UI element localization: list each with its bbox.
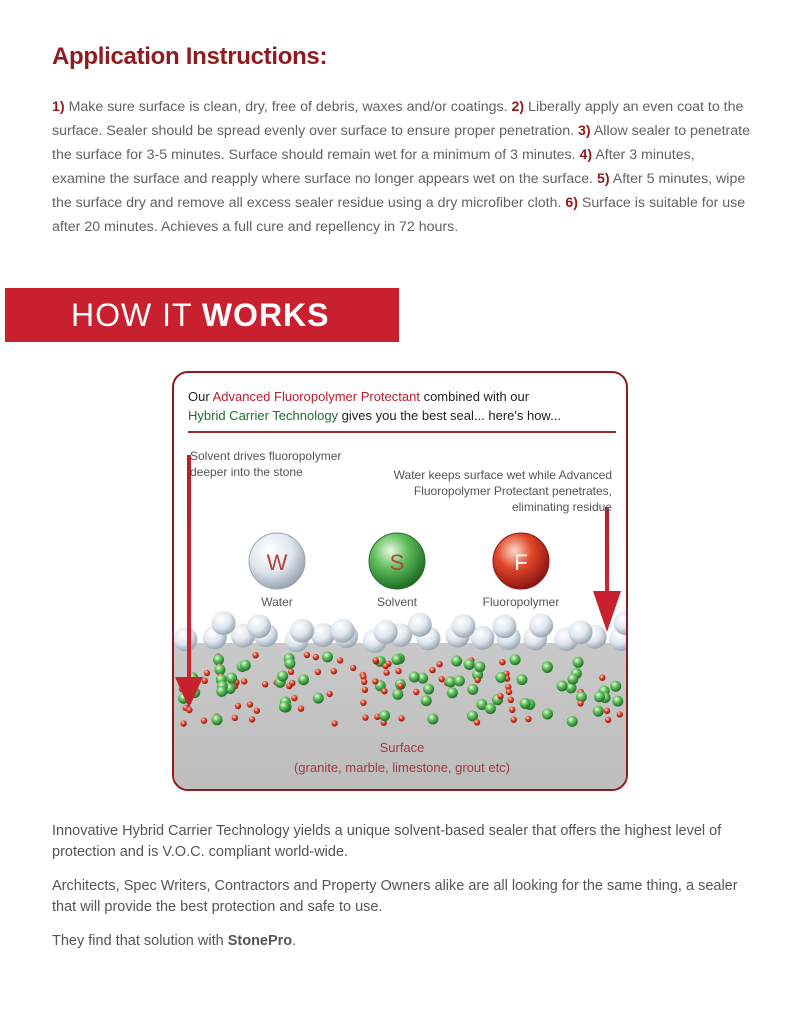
banner-heading-bold: WORKS: [201, 297, 330, 333]
fluoropolymer-particle: [313, 654, 319, 660]
fluoropolymer-particle: [398, 715, 404, 721]
solvent-note: Solvent drives fluoropolymer deeper into the stone: [190, 449, 342, 479]
solvent-particle: [485, 703, 496, 714]
svg-text:W: W: [266, 550, 288, 575]
fluoropolymer-particle: [331, 668, 337, 674]
page-title: Application Instructions:: [52, 43, 328, 70]
solvent-particle: [567, 716, 578, 727]
svg-text:S: S: [389, 550, 405, 575]
water-bead: [331, 619, 355, 643]
water-bead: [311, 623, 335, 647]
solvent-particle: [474, 661, 485, 672]
headline-part: gives you the best seal... here's how...: [338, 408, 561, 423]
solvent-particle: [447, 687, 458, 698]
fluoropolymer-particle: [604, 708, 610, 714]
solvent-particle: [379, 710, 390, 721]
fluoropolymer-particle: [232, 715, 238, 721]
step-number: 4): [579, 147, 593, 163]
legend-fluoropolymer-label: Fluoropolymer: [482, 595, 560, 609]
solvent-particle: [409, 672, 420, 683]
water-bead: [569, 620, 593, 644]
audience-paragraph: Architects, Spec Writers, Contractors and Property Owners alike are all looking for the same thing, a sealer that will provide the best protection and safe to use.: [52, 878, 738, 915]
fluoropolymer-particle: [186, 707, 192, 713]
solvent-particle: [451, 656, 462, 667]
headline-fluoropolymer: Advanced Fluoropolymer Protectant: [212, 389, 420, 404]
step-text: Liberally apply an even coat to the surface. Sealer should be spread evenly over surface to ensure proper penetration.: [52, 99, 744, 139]
water-bead: [174, 627, 197, 651]
step-text: Surface is suitable for use after 20 minutes. Achieves a full cure and repellency in 72 hours.: [52, 195, 746, 235]
fluoropolymer-particle: [599, 675, 605, 681]
solvent-particle: [542, 709, 553, 720]
solvent-particle: [610, 681, 621, 692]
solvent-particle: [284, 658, 295, 669]
solvent-particle: [594, 691, 605, 702]
headline-part: Our: [188, 389, 213, 404]
solvent-particle: [520, 698, 531, 709]
fluoropolymer-particle: [180, 720, 186, 726]
step-text: After 5 minutes, wipe the surface dry and remove all excess sealer residue using a dry microfiber cloth.: [52, 171, 746, 211]
banner-heading-thin: HOW IT: [71, 297, 202, 333]
fluoropolymer-particle: [298, 706, 304, 712]
solvent-particle: [313, 693, 324, 704]
application-instructions: [52, 95, 752, 239]
fluoropolymer-particle: [429, 667, 435, 673]
solution-period: .: [292, 933, 297, 949]
solvent-particle: [427, 714, 438, 725]
fluoropolymer-particle: [252, 652, 258, 658]
legend-water-label: Water: [261, 595, 293, 609]
solvent-particle: [517, 674, 528, 685]
step-text: Make sure surface is clean, dry, free of debris, waxes and/or coatings.: [64, 99, 512, 115]
fluoropolymer-particle: [204, 670, 210, 676]
water-note: Water keeps surface wet while Advanced Fluoropolymer Protectant penetrates, eliminating residue: [393, 468, 612, 514]
fluoropolymer-particle: [436, 661, 442, 667]
water-bead: [529, 614, 553, 638]
fluoropolymer-particle: [511, 717, 517, 723]
fluoropolymer-particle: [247, 701, 253, 707]
solvent-particle: [240, 660, 251, 671]
legend-solvent-icon: [369, 533, 425, 589]
surface-sublabel: (granite, marble, limestone, grout etc): [293, 760, 511, 775]
solvent-particle: [226, 673, 237, 684]
hybrid-carrier-paragraph: Innovative Hybrid Carrier Technology yields a unique solvent-based sealer that offers the highest level of protection and is V.O.C. compliant world-wide.: [52, 823, 722, 860]
water-down-arrow-icon: [593, 507, 621, 632]
solvent-particle: [279, 701, 290, 712]
solvent-particle: [573, 657, 584, 668]
fluoropolymer-particle: [350, 665, 356, 671]
solvent-particle: [593, 706, 604, 717]
water-bead: [451, 614, 475, 638]
solvent-particle: [542, 662, 553, 673]
fluoropolymer-particle: [508, 697, 514, 703]
fluoropolymer-particle: [289, 680, 295, 686]
diagram-headline: [188, 387, 616, 425]
fluoropolymer-particle: [439, 676, 445, 682]
fluoropolymer-particle: [337, 657, 343, 663]
fluoropolymer-particle: [254, 708, 260, 714]
fluoropolymer-particle: [382, 663, 388, 669]
fluoropolymer-particle: [577, 700, 583, 706]
fluoropolymer-particle: [288, 669, 294, 675]
fluoropolymer-particle: [381, 688, 387, 694]
surface-label: Surface: [379, 740, 425, 755]
solvent-particle: [510, 654, 521, 665]
legend-fluoropolymer-icon: [493, 533, 549, 589]
solvent-particle: [567, 674, 578, 685]
fluoropolymer-particle: [291, 695, 297, 701]
step-number: 2): [511, 99, 525, 115]
fluoropolymer-particle: [605, 717, 611, 723]
water-bead: [212, 611, 236, 635]
fluoropolymer-particle: [372, 678, 378, 684]
fluoropolymer-particle: [497, 693, 503, 699]
fluoropolymer-particle: [413, 689, 419, 695]
fluoropolymer-particle: [499, 659, 505, 665]
sealer-layer-illustration: [174, 373, 628, 791]
step-number: 3): [578, 123, 591, 139]
solvent-particle: [216, 686, 227, 697]
fluoropolymer-particle: [362, 714, 368, 720]
banner-heading: [71, 297, 330, 333]
brand-name: StonePro: [227, 933, 293, 949]
headline-carrier: Hybrid Carrier Technology: [188, 408, 339, 423]
legend-water-icon: [249, 533, 305, 589]
water-bead: [247, 614, 271, 638]
solvent-particle: [612, 696, 623, 707]
fluoropolymer-particle: [506, 689, 512, 695]
how-it-works-diagram: [172, 371, 628, 791]
step-text: Allow sealer to penetrate the surface for 3-5 minutes. Surface should remain wet for a minimum of 3 minutes.: [52, 123, 750, 163]
solvent-particle: [212, 714, 223, 725]
water-bead: [374, 620, 398, 644]
fluoropolymer-particle: [395, 668, 401, 674]
fluoropolymer-particle: [525, 716, 531, 722]
headline-divider: [188, 431, 616, 433]
solvent-particle: [391, 654, 402, 665]
solvent-particle: [557, 680, 568, 691]
step-number: 5): [596, 171, 610, 187]
fluoropolymer-particle: [249, 716, 255, 722]
solvent-particle: [277, 671, 288, 682]
fluoropolymer-particle: [360, 700, 366, 706]
water-bead: [492, 614, 516, 638]
solvent-particle: [298, 674, 309, 685]
solvent-particle: [322, 651, 333, 662]
solvent-particle: [467, 684, 478, 695]
fluoropolymer-particle: [327, 691, 333, 697]
fluoropolymer-particle: [474, 719, 480, 725]
solution-text: They find that solution with: [52, 933, 228, 949]
fluoropolymer-particle: [201, 718, 207, 724]
fluoropolymer-particle: [241, 678, 247, 684]
solvent-particle: [392, 689, 403, 700]
fluoropolymer-particle: [617, 711, 623, 717]
solvent-particle: [464, 659, 475, 670]
fluoropolymer-particle: [398, 683, 404, 689]
fluoropolymer-particle: [362, 687, 368, 693]
water-bead: [408, 613, 432, 637]
solvent-particle: [495, 672, 506, 683]
headline-part: combined with our: [419, 389, 530, 404]
fluoropolymer-particle: [373, 657, 379, 663]
solvent-particle: [421, 695, 432, 706]
fluoropolymer-particle: [262, 681, 268, 687]
fluoropolymer-particle: [202, 678, 208, 684]
water-bead: [290, 619, 314, 643]
svg-text:F: F: [514, 550, 528, 575]
fluoropolymer-particle: [475, 677, 481, 683]
step-number: 6): [565, 195, 578, 211]
fluoropolymer-particle: [315, 669, 321, 675]
step-number: 1): [52, 99, 65, 115]
solution-paragraph: [52, 931, 752, 952]
solvent-particle: [423, 684, 434, 695]
solvent-particle: [454, 675, 465, 686]
step-text: After 3 minutes, examine the surface and reapply where surface no longer appears wet on the surface.: [52, 147, 695, 187]
fluoropolymer-particle: [235, 703, 241, 709]
fluoropolymer-particle: [361, 679, 367, 685]
fluoropolymer-particle: [383, 669, 389, 675]
fluoropolymer-particle: [304, 652, 310, 658]
fluoropolymer-particle: [331, 720, 337, 726]
fluoropolymer-particle: [509, 707, 515, 713]
how-it-works-banner: [5, 288, 399, 342]
legend-solvent-label: Solvent: [376, 595, 418, 609]
